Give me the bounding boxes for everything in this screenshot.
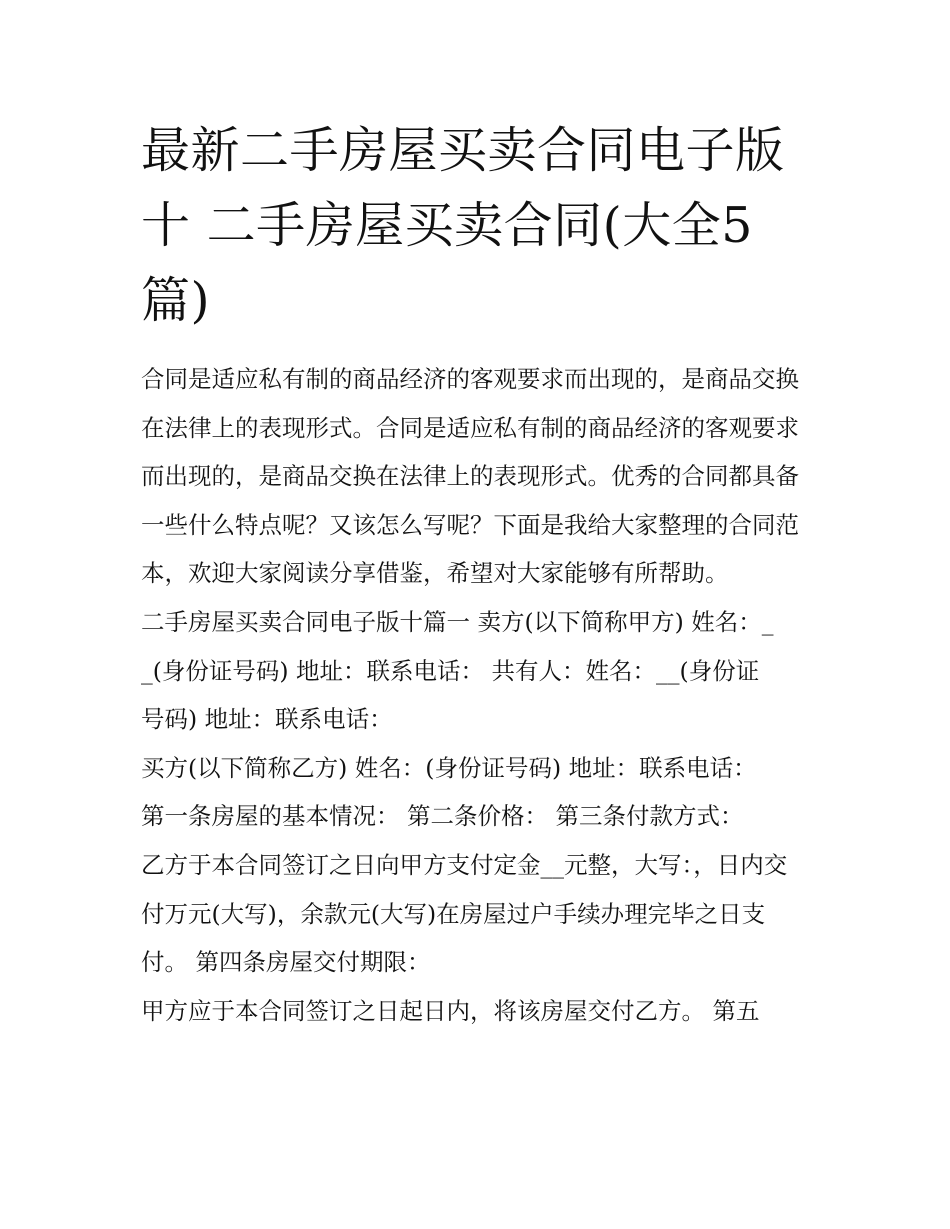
document-body [141, 355, 821, 1035]
intro-paragraph: 合同是适应私有制的商品经济的客观要求而出现的，是商品交换在法律上的表现形式。合同是适应私有制的商品经济的客观要求而出现的，是商品交换在法律上的表现形式。优秀的合同都具备一些什么特点呢？又该怎么写呢？下面是我给大家整理的合同范本，欢迎大家阅读分享借鉴，希望对大家能够有所帮助。 [141, 365, 799, 588]
articles-paragraph: 第一条房屋的基本情况： 第二条价格： 第三条付款方式： [141, 802, 744, 831]
delivery-paragraph: 甲方应于本合同签订之日起日内，将该房屋交付乙方。 第五 [141, 996, 760, 1025]
buyer-paragraph: 买方(以下简称乙方) 姓名：(身份证号码) 地址：联系电话： [141, 753, 757, 782]
payment-paragraph: 乙方于本合同签订之日向甲方支付定金__元整，大写：，日内交付万元(大写)，余款元(大写)在房屋过户手续办理完毕之日支付。 第四条房屋交付期限： [141, 850, 788, 977]
seller-paragraph: 二手房屋买卖合同电子版十篇一 卖方(以下简称甲方) 姓名：__(身份证号码) 地址：联系电话： 共有人：姓名：__(身份证号码) 地址：联系电话： [141, 607, 774, 734]
document-title: 最新二手房屋买卖合同电子版十 二手房屋买卖合同(大全5篇) [141, 122, 785, 329]
